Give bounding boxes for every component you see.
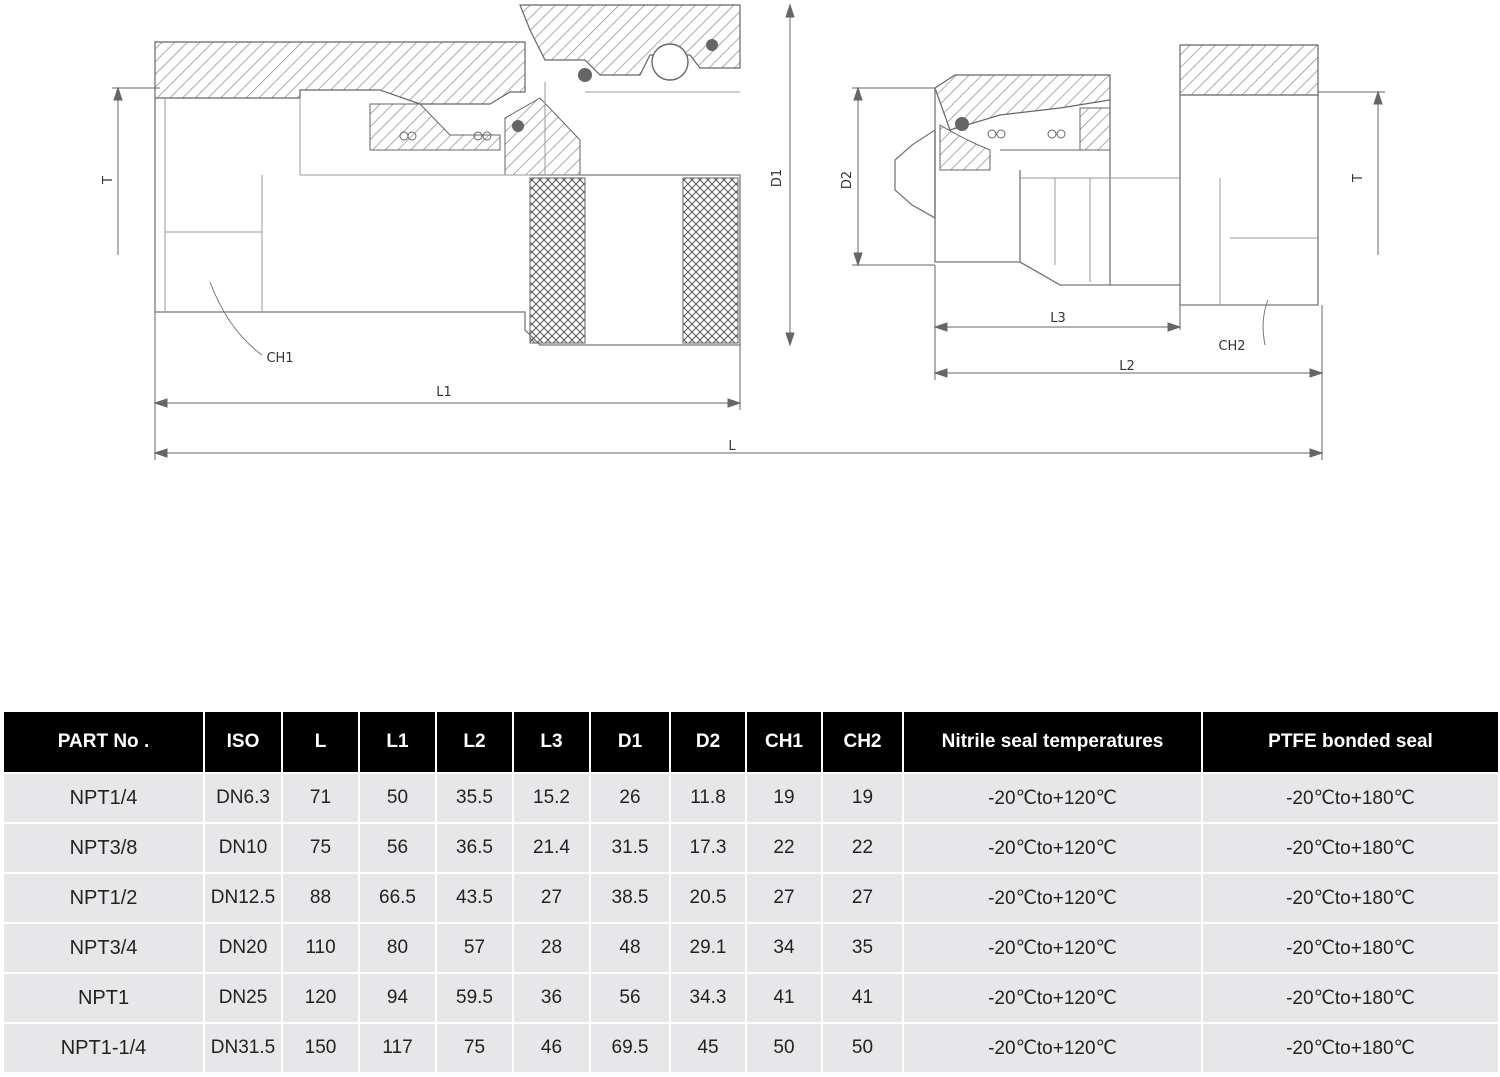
label-l: L (728, 439, 736, 454)
cell-ch1: 50 (746, 1023, 822, 1073)
cell-part-no: NPT1/4 (3, 773, 204, 823)
cell-l3: 36 (513, 973, 590, 1023)
cell-part-no: NPT3/8 (3, 823, 204, 873)
header-d2: D2 (670, 711, 746, 773)
cell-d1: 38.5 (590, 873, 670, 923)
male-nipple (895, 45, 1318, 345)
cell-ch2: 50 (822, 1023, 903, 1073)
cell-l2: 57 (436, 923, 513, 973)
male-hex-wall (1180, 45, 1318, 95)
cell-d1: 56 (590, 973, 670, 1023)
o-ring (988, 130, 996, 138)
cell-ch1: 22 (746, 823, 822, 873)
cell-ptfe-temp: -20℃to+180℃ (1202, 923, 1499, 973)
label-d2: D2 (840, 170, 855, 190)
cell-nitrile-temp: -20℃to+120℃ (903, 923, 1202, 973)
cell-d1: 31.5 (590, 823, 670, 873)
cell-part-no: NPT1-1/4 (3, 1023, 204, 1073)
label-l2: L2 (1119, 359, 1135, 374)
cell-part-no: NPT1 (3, 973, 204, 1023)
cell-iso: DN12.5 (204, 873, 282, 923)
cell-ch1: 41 (746, 973, 822, 1023)
cell-l3: 27 (513, 873, 590, 923)
cell-l1: 56 (359, 823, 436, 873)
label-l1: L1 (436, 385, 452, 400)
cell-l2: 35.5 (436, 773, 513, 823)
table-body (3, 773, 1499, 1073)
cell-l: 75 (282, 823, 359, 873)
cell-d1: 26 (590, 773, 670, 823)
header-iso: ISO (204, 711, 282, 773)
cell-nitrile-temp: -20℃to+120℃ (903, 873, 1202, 923)
ch1-leader (210, 282, 262, 355)
cell-l1: 66.5 (359, 873, 436, 923)
header-row (3, 711, 1499, 773)
cell-d1: 48 (590, 923, 670, 973)
cell-l3: 28 (513, 923, 590, 973)
cell-d2: 11.8 (670, 773, 746, 823)
female-sleeve-wall (520, 5, 740, 75)
o-ring (1048, 130, 1056, 138)
cell-ch1: 34 (746, 923, 822, 973)
male-poppet (940, 125, 990, 170)
cell-d2: 29.1 (670, 923, 746, 973)
o-ring (955, 117, 969, 131)
knurled-sleeve (683, 178, 738, 343)
cell-l3: 21.4 (513, 823, 590, 873)
table-row (3, 973, 1499, 1023)
ch2-leader (1263, 300, 1268, 345)
male-nose (895, 130, 935, 218)
cell-l1: 50 (359, 773, 436, 823)
o-ring (997, 130, 1005, 138)
header-ch1: CH1 (746, 711, 822, 773)
cell-l3: 46 (513, 1023, 590, 1073)
cell-iso: DN10 (204, 823, 282, 873)
cell-ptfe-temp: -20℃to+180℃ (1202, 1023, 1499, 1073)
cell-l2: 75 (436, 1023, 513, 1073)
header-l3: L3 (513, 711, 590, 773)
cell-nitrile-temp: -20℃to+120℃ (903, 973, 1202, 1023)
cell-l1: 117 (359, 1023, 436, 1073)
cell-iso: DN25 (204, 973, 282, 1023)
o-ring (578, 68, 592, 82)
cell-d2: 45 (670, 1023, 746, 1073)
locking-ball (652, 44, 688, 80)
cell-d2: 17.3 (670, 823, 746, 873)
cell-ch2: 22 (822, 823, 903, 873)
cell-d1: 69.5 (590, 1023, 670, 1073)
o-ring (512, 120, 524, 132)
cell-ptfe-temp: -20℃to+180℃ (1202, 873, 1499, 923)
coupling-drawing (0, 0, 1500, 480)
header-ptfe: PTFE bonded seal (1202, 711, 1499, 773)
cell-l: 120 (282, 973, 359, 1023)
cell-iso: DN6.3 (204, 773, 282, 823)
cell-part-no: NPT1/2 (3, 873, 204, 923)
female-coupler (155, 5, 740, 355)
o-ring (1057, 130, 1065, 138)
cell-l2: 43.5 (436, 873, 513, 923)
label-ch1: CH1 (266, 351, 294, 366)
cell-l: 71 (282, 773, 359, 823)
cell-ptfe-temp: -20℃to+180℃ (1202, 973, 1499, 1023)
cell-l: 150 (282, 1023, 359, 1073)
header-d1: D1 (590, 711, 670, 773)
cell-nitrile-temp: -20℃to+120℃ (903, 1023, 1202, 1073)
cell-l2: 36.5 (436, 823, 513, 873)
cell-d2: 20.5 (670, 873, 746, 923)
knurled-sleeve (530, 178, 585, 343)
cell-ptfe-temp: -20℃to+180℃ (1202, 823, 1499, 873)
cell-nitrile-temp: -20℃to+120℃ (903, 823, 1202, 873)
spec-table (2, 710, 1500, 1074)
cell-ch2: 27 (822, 873, 903, 923)
cell-ch2: 35 (822, 923, 903, 973)
cell-part-no: NPT3/4 (3, 923, 204, 973)
cell-l2: 59.5 (436, 973, 513, 1023)
female-body-wall (155, 42, 525, 104)
cell-l1: 80 (359, 923, 436, 973)
cell-iso: DN20 (204, 923, 282, 973)
header-ch2: CH2 (822, 711, 903, 773)
table-row (3, 823, 1499, 873)
cell-l: 110 (282, 923, 359, 973)
label-t-right: T (1351, 174, 1366, 182)
cell-ch1: 19 (746, 773, 822, 823)
female-valve-nose (505, 98, 580, 175)
label-t-left: T (101, 176, 116, 184)
cell-ch2: 41 (822, 973, 903, 1023)
label-l3: L3 (1050, 311, 1066, 326)
cell-l: 88 (282, 873, 359, 923)
cell-ch2: 19 (822, 773, 903, 823)
label-ch2: CH2 (1218, 339, 1246, 354)
cell-l3: 15.2 (513, 773, 590, 823)
cell-nitrile-temp: -20℃to+120℃ (903, 773, 1202, 823)
header-part-no: PART No . (3, 711, 204, 773)
label-d1: D1 (770, 168, 785, 188)
table-row (3, 773, 1499, 823)
header-l1: L1 (359, 711, 436, 773)
o-ring (706, 39, 718, 51)
cell-d2: 34.3 (670, 973, 746, 1023)
table-row (3, 923, 1499, 973)
male-valve (1000, 108, 1110, 150)
cell-l1: 94 (359, 973, 436, 1023)
cell-iso: DN31.5 (204, 1023, 282, 1073)
table-row (3, 1023, 1499, 1073)
header-l2: L2 (436, 711, 513, 773)
header-l: L (282, 711, 359, 773)
cell-ptfe-temp: -20℃to+180℃ (1202, 773, 1499, 823)
table-row (3, 873, 1499, 923)
header-nitrile: Nitrile seal temperatures (903, 711, 1202, 773)
cell-ch1: 27 (746, 873, 822, 923)
female-valve (370, 104, 500, 150)
male-body-outline (935, 88, 1318, 305)
